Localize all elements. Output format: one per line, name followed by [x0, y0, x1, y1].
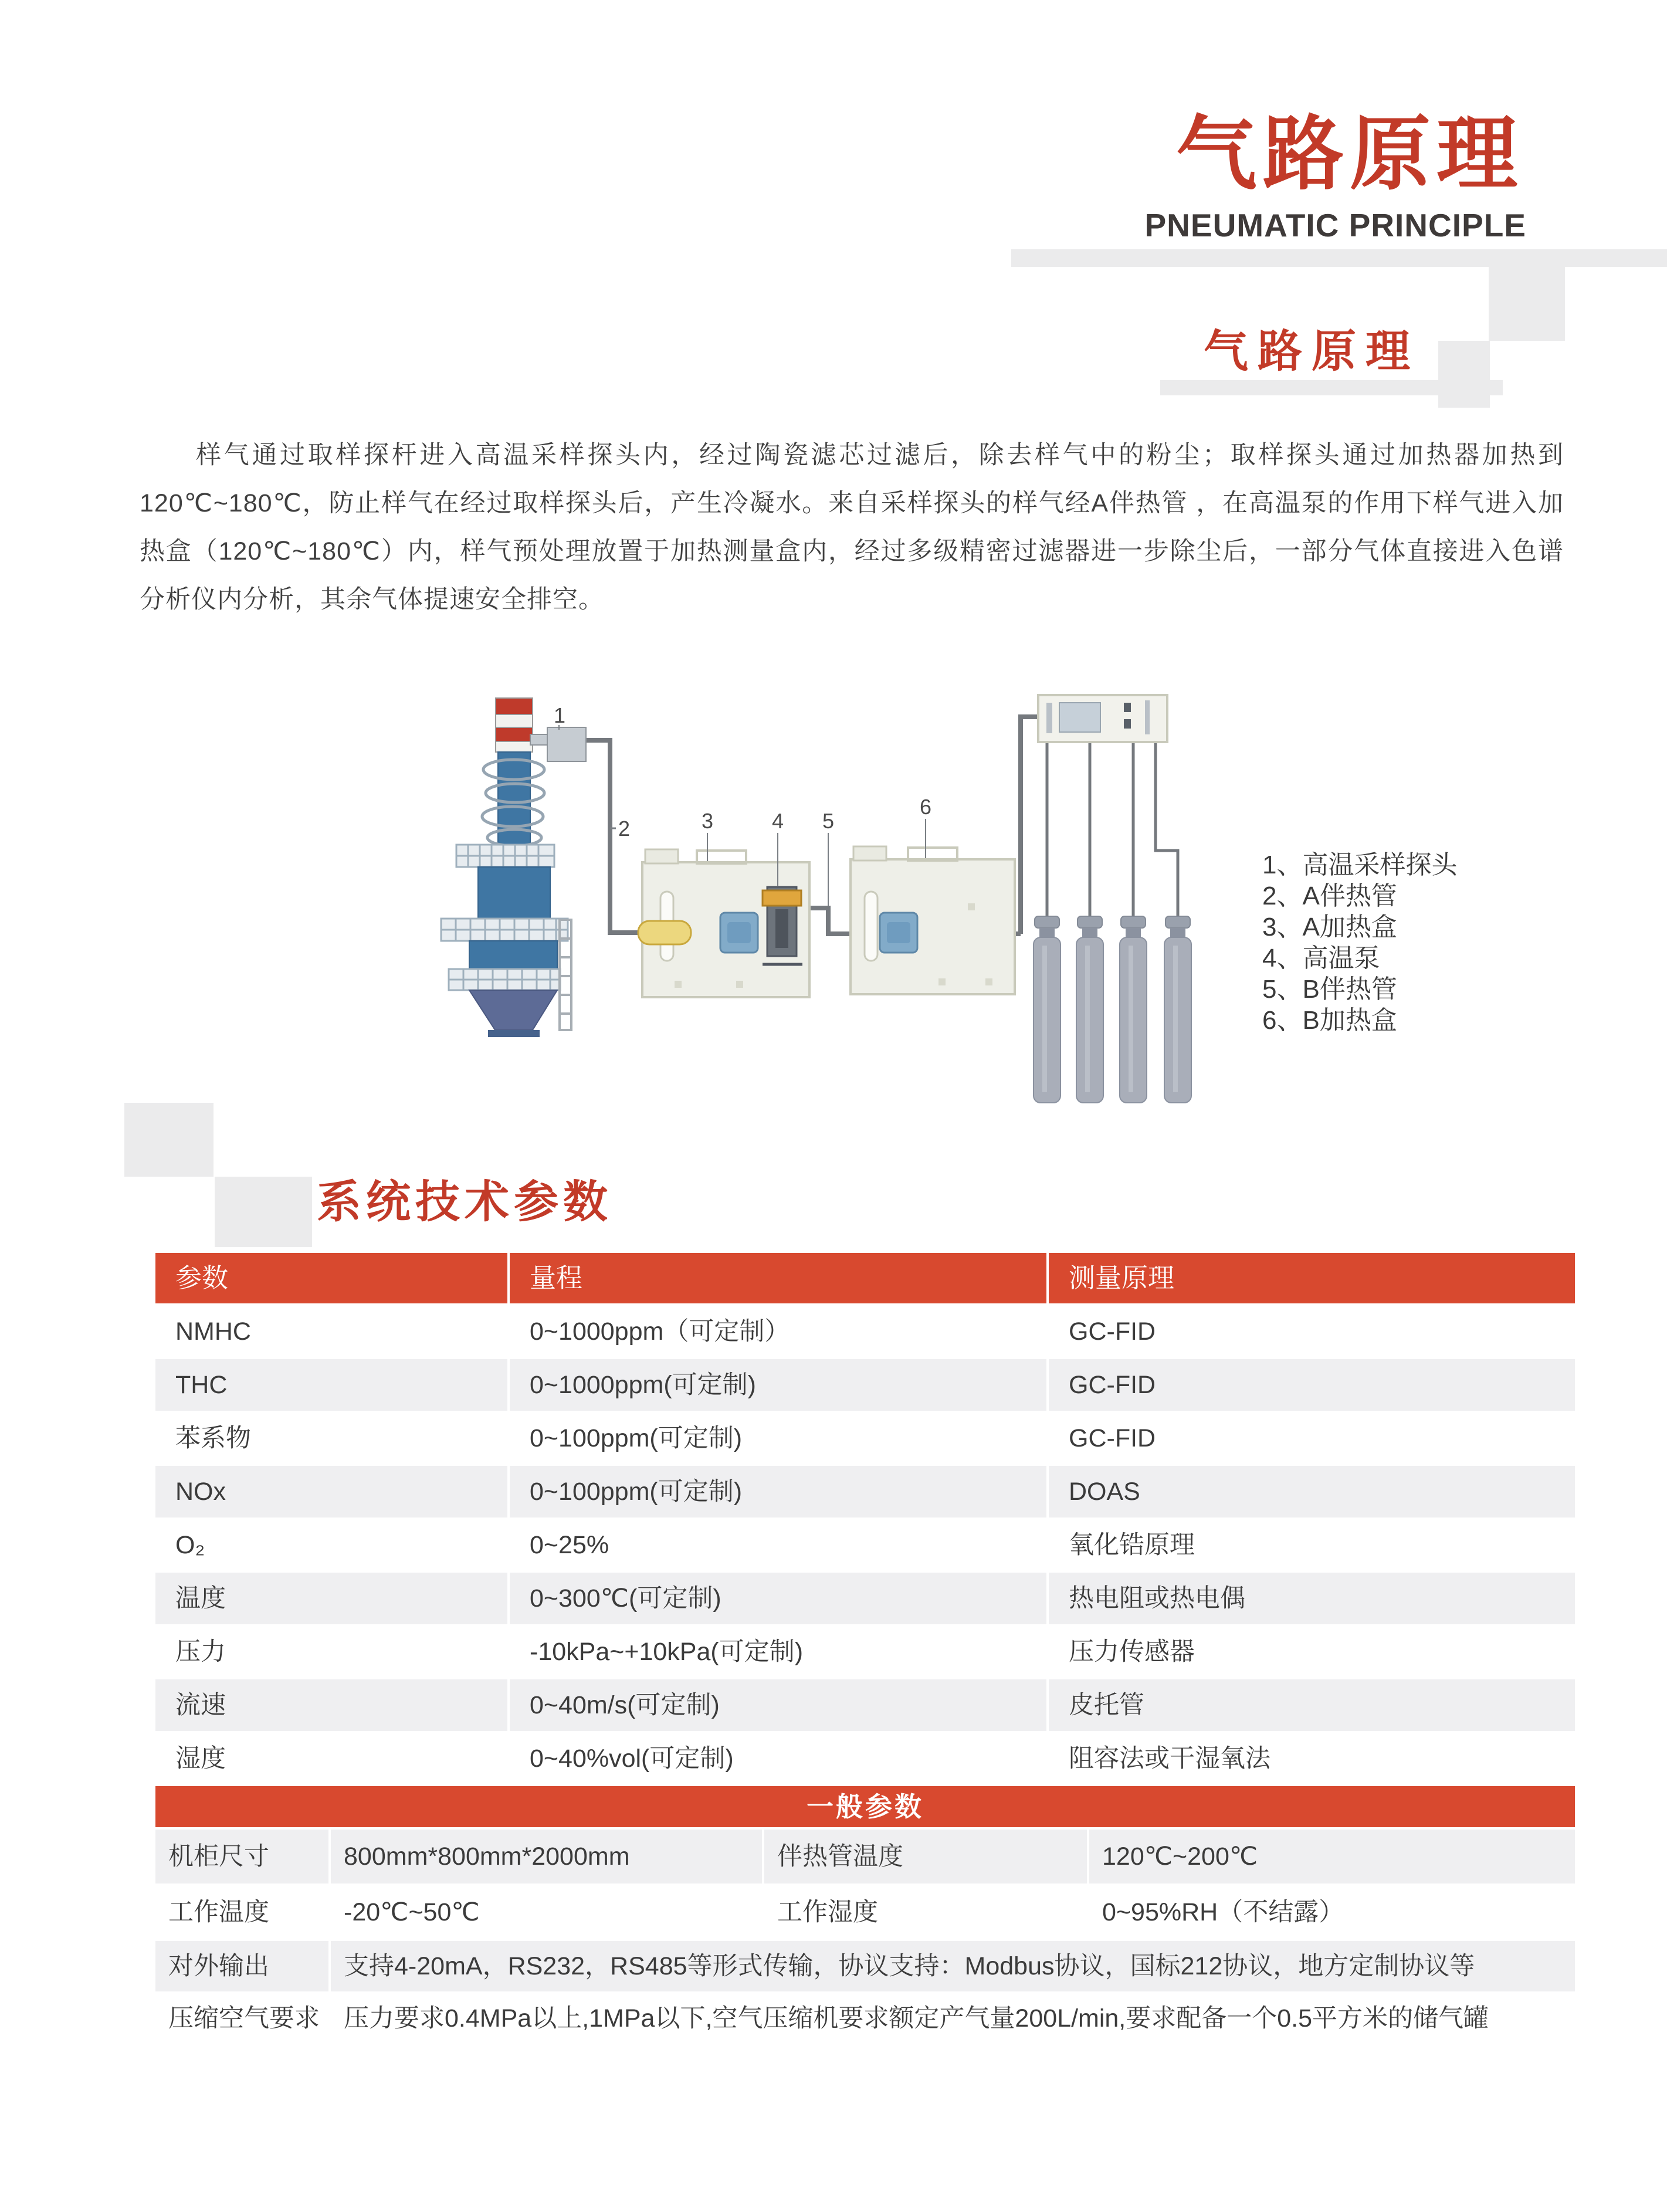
filter-capsule-icon [638, 921, 691, 944]
general-table-cell: 支持4-20mA，RS232，RS485等形式传输，协议支持：Modbus协议，国标212协议，地方定制协议等 [331, 1941, 1575, 1991]
section2-gray-square-1 [124, 1103, 214, 1177]
section-title-pneumatic: 气路原理 [1204, 327, 1419, 377]
params-table-row [155, 1412, 1575, 1464]
chimney-cap-red-stripe [496, 727, 533, 741]
params-header-cell: 测量原理 [1049, 1253, 1575, 1303]
params-table-cell: 0~25% [510, 1519, 1046, 1571]
legend-item: 2、A伴热管 [1262, 882, 1397, 910]
params-table-cell: GC-FID [1049, 1359, 1575, 1411]
box-b-top-tab [853, 846, 886, 861]
panel-knob [1124, 719, 1131, 729]
label-2: 2 [618, 817, 631, 841]
params-table-cell: 0~1000ppm（可定制） [510, 1306, 1046, 1357]
header-gray-bar [1011, 249, 1667, 267]
general-params-band: 一般参数 [155, 1786, 1575, 1827]
analyzer-panel [1038, 695, 1167, 742]
general-table-cell: 工作温度 [155, 1885, 328, 1939]
general-table-row [155, 1830, 1575, 1884]
params-table-cell: GC-FID [1049, 1412, 1575, 1464]
legend-item: 6、B加热盒 [1262, 1006, 1397, 1035]
label-1: 1 [554, 703, 566, 727]
params-table-row [155, 1519, 1575, 1571]
params-table-cell: 温度 [155, 1573, 507, 1624]
stack-funnel [469, 990, 557, 1030]
gas-cylinder [1120, 916, 1147, 1103]
label-6: 6 [920, 795, 932, 819]
params-table-cell: 皮托管 [1049, 1679, 1575, 1731]
chimney-cap-white-stripe [496, 741, 533, 752]
general-table-cell: 800mm*800mm*2000mm [331, 1830, 762, 1884]
params-header-cell: 参数 [155, 1253, 507, 1303]
params-table-cell: 0~1000ppm(可定制) [510, 1359, 1046, 1411]
params-table-row [155, 1626, 1575, 1678]
params-table-cell: 0~300℃(可定制) [510, 1573, 1046, 1624]
pump-a-face [727, 922, 751, 943]
params-table-row [155, 1573, 1575, 1624]
params-table-cell: 湿度 [155, 1733, 507, 1784]
gas-cylinder [1034, 916, 1060, 1103]
params-table-cell: NOx [155, 1466, 507, 1517]
params-table-cell: 0~100ppm(可定制) [510, 1466, 1046, 1517]
panel-right-slot [1145, 700, 1150, 734]
pump-b-face [887, 922, 910, 943]
params-table-cell: O₂ [155, 1519, 507, 1571]
params-table-row [155, 1679, 1575, 1731]
general-table [155, 1830, 1575, 2044]
params-table-cell: 流速 [155, 1679, 507, 1731]
spec-tables [155, 1253, 1575, 2045]
page-title: 气路原理 [1175, 109, 1523, 199]
params-table-cell: 苯系物 [155, 1412, 507, 1464]
heater-box-a [638, 849, 809, 997]
header-gray-square-2 [1438, 341, 1490, 408]
heater-box-b [851, 846, 1015, 994]
general-table-cell: 对外输出 [155, 1941, 328, 1991]
stack-illustration [441, 698, 586, 1037]
platform-lattice-3 [449, 969, 560, 990]
chimney-pole [498, 752, 530, 846]
stack-base [488, 1030, 540, 1037]
diagram-legend [1262, 849, 1457, 1036]
general-table-row [155, 1993, 1575, 2044]
pump-dark-core [775, 909, 788, 948]
panel-left-slot [1046, 703, 1052, 733]
general-table-cell: 压力要求0.4MPa以上,1MPa以下,空气压缩机要求额定产气量200L/min,要求配备一个0.5平方米的储气罐 [331, 1993, 1575, 2044]
params-table-row [155, 1466, 1575, 1517]
panel-screen [1059, 703, 1100, 732]
general-table-cell: 0~95%RH（不结露） [1089, 1885, 1575, 1939]
page-subtitle: PNEUMATIC PRINCIPLE [1144, 207, 1526, 243]
params-table-row [155, 1733, 1575, 1784]
panel-knob [1124, 703, 1131, 712]
gas-cylinder [1164, 916, 1191, 1103]
params-table-cell: 压力 [155, 1626, 507, 1678]
params-table-cell: DOAS [1049, 1466, 1575, 1517]
params-table-cell: 压力传感器 [1049, 1626, 1575, 1678]
params-table-cell: 0~40%vol(可定制) [510, 1733, 1046, 1784]
label-3: 3 [702, 809, 714, 833]
section-underline-bar [1160, 380, 1503, 395]
header-gray-square-1 [1489, 267, 1565, 341]
params-header-cell: 量程 [510, 1253, 1046, 1303]
section2-gray-square-2 [215, 1177, 312, 1247]
general-table-cell: 机柜尺寸 [155, 1830, 328, 1884]
pump-yellow-clamp [763, 890, 801, 906]
general-table-cell: 120℃~200℃ [1089, 1830, 1575, 1884]
platform-lattice-2 [441, 919, 568, 941]
params-table-cell: 阻容法或干湿氧法 [1049, 1733, 1575, 1784]
params-table-cell: GC-FID [1049, 1306, 1575, 1357]
params-table-row [155, 1359, 1575, 1411]
chimney-cap-white-stripe [496, 714, 533, 727]
box-b-slot [865, 892, 877, 961]
params-table [155, 1306, 1575, 1784]
general-table-row [155, 1941, 1575, 1991]
probe-connector [530, 734, 548, 745]
params-table-cell: THC [155, 1359, 507, 1411]
legend-item: 4、高温泵 [1262, 944, 1380, 973]
params-table-row [155, 1306, 1575, 1357]
label-4: 4 [772, 809, 784, 833]
platform-lattice-1 [456, 845, 554, 867]
box-a-top-tab [645, 849, 678, 863]
params-table-cell: -10kPa~+10kPa(可定制) [510, 1626, 1046, 1678]
gas-cylinders [1034, 916, 1191, 1103]
general-table-cell: 伴热管温度 [764, 1830, 1087, 1884]
label-5: 5 [822, 809, 835, 833]
stack-body-mid [469, 941, 557, 969]
legend-item: 1、高温采样探头 [1262, 851, 1458, 879]
params-table-cell: 0~100ppm(可定制) [510, 1412, 1046, 1464]
intro-paragraph: 样气通过取样探杆进入高温采样探头内，经过陶瓷滤芯过滤后，除去样气中的粉尘；取样探头通过加热器加热到120℃~180℃，防止样气在经过取样探头后，产生冷凝水。来自采样探头的样气经A伴热管 ，在高温泵的作用下样气进入加热盒（120℃~180℃）内，样气预处理放置于加热测量盒内，经过多级精密过滤器进一步除尘后，一部分气体直接进入色谱分析仪内分析，其余气体提速安全排空。 [140, 441, 1564, 614]
chimney-cap-red-stripe [496, 698, 533, 714]
section-title-parameters: 系统技术参数 [317, 1177, 612, 1227]
legend-item: 5、B伴热管 [1262, 975, 1397, 1004]
sampling-probe-box [547, 727, 586, 761]
legend-item: 3、A加热盒 [1262, 913, 1397, 941]
general-table-row [155, 1885, 1575, 1939]
pneumatic-flow-diagram [352, 663, 1667, 1115]
cylinder-lines [1047, 742, 1178, 916]
general-table-cell: 工作湿度 [764, 1885, 1087, 1939]
params-table-header [155, 1253, 1575, 1303]
params-table-cell: 0~40m/s(可定制) [510, 1679, 1046, 1731]
general-table-cell: 压缩空气要求 [155, 1993, 328, 2044]
gas-cylinder [1076, 916, 1103, 1103]
stack-body-upper [478, 867, 550, 919]
params-table-cell: 热电阻或热电偶 [1049, 1573, 1575, 1624]
params-table-cell: 氧化锆原理 [1049, 1519, 1575, 1571]
general-table-cell: -20℃~50℃ [331, 1885, 762, 1939]
params-table-cell: NMHC [155, 1306, 507, 1357]
